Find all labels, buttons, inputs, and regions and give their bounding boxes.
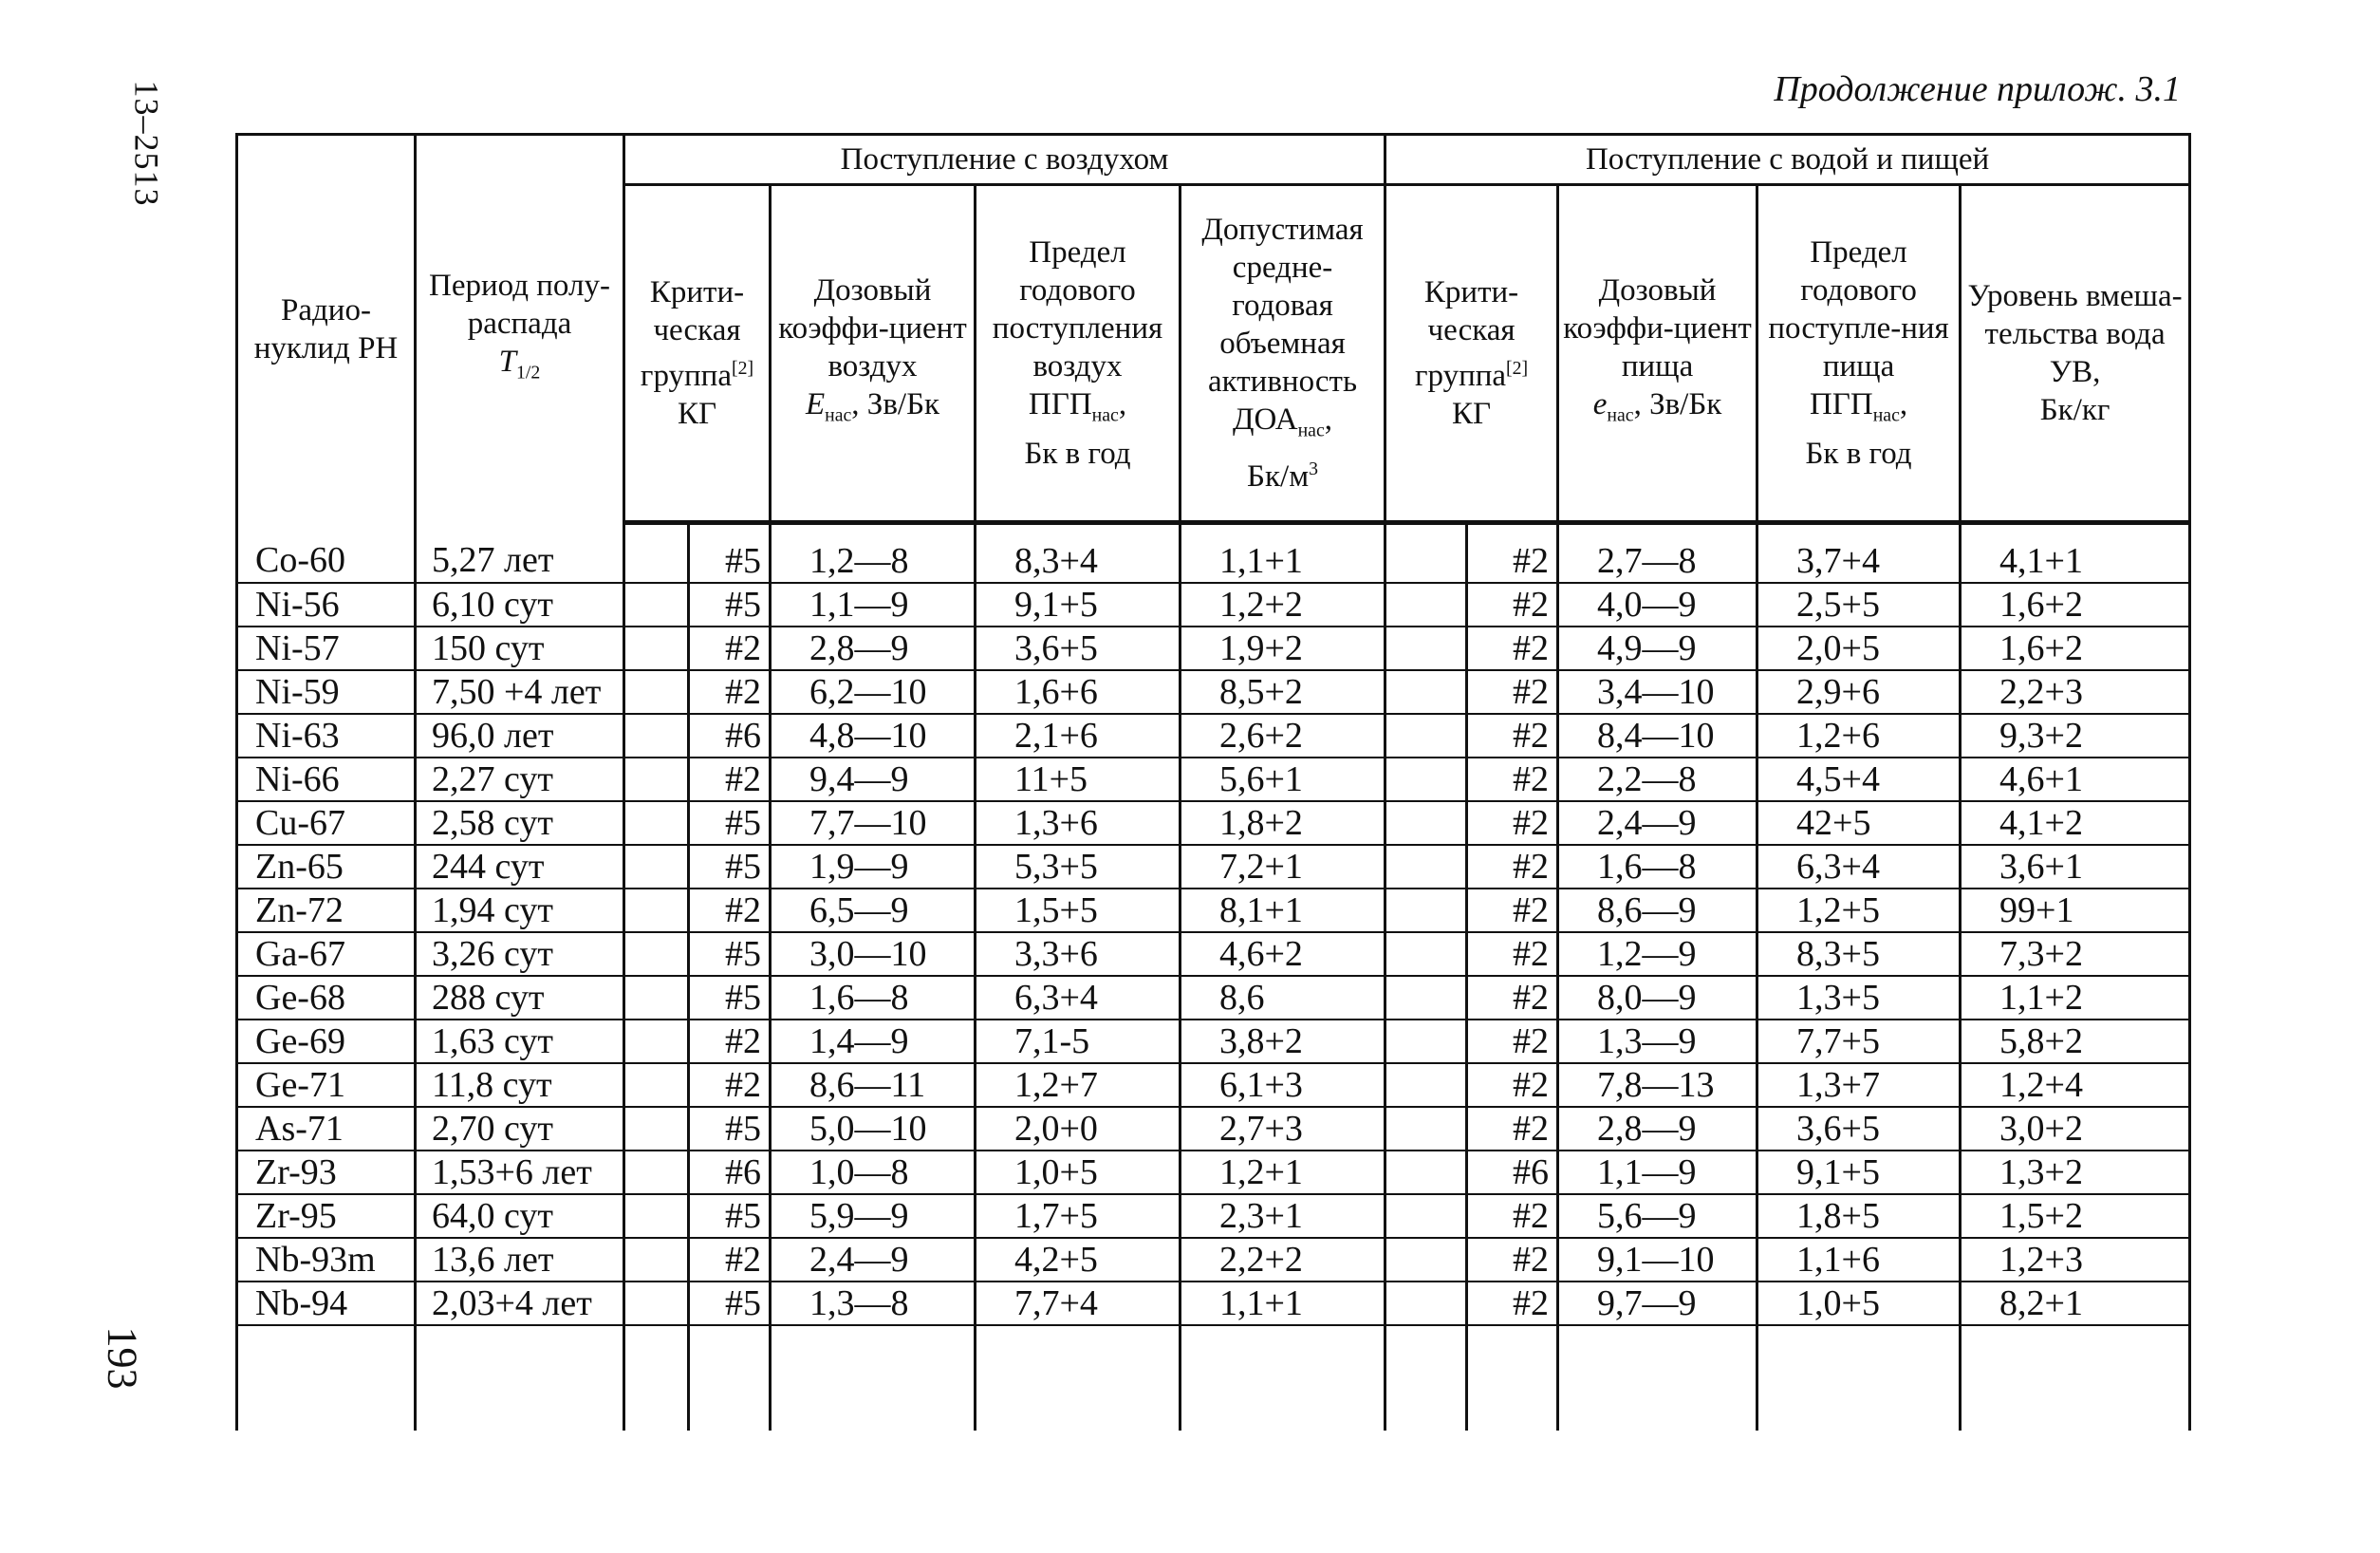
cell-pgp-air: 7,7+4 [976,1282,1181,1325]
cell-kg-food: #2 [1467,758,1558,801]
cell-spacer [1385,1325,1467,1431]
cell-pgp-air: 1,6+6 [976,670,1181,714]
table-row [237,801,2190,845]
table-row [237,1194,2190,1238]
table-row [237,976,2190,1020]
table-row [237,583,2190,627]
cell-dose-air: 3,0—10 [771,932,976,976]
cell-dose-air: 1,4—9 [771,1020,976,1063]
cell-spacer [624,1325,689,1431]
cell-uv: 8,2+1 [1961,1282,2190,1325]
cell-spacer [771,1325,976,1431]
cell-dose-air: 6,5—9 [771,889,976,932]
cell-spacer [624,627,689,670]
cell-spacer [624,1282,689,1325]
cell-kg-air: #2 [689,889,771,932]
cell-dose-food: 3,4—10 [1558,670,1757,714]
cell-doa: 2,6+2 [1181,714,1385,758]
cell-dose-food: 2,2—8 [1558,758,1757,801]
cell-spacer [1385,758,1467,801]
cell-dose-air: 1,3—8 [771,1282,976,1325]
cell-spacer [1385,583,1467,627]
cell-kg-food: #2 [1467,1020,1558,1063]
cell-dose-food: 2,7—8 [1558,523,1757,584]
cell-spacer [689,1325,771,1431]
cell-spacer [1385,670,1467,714]
cell-pgp-air: 7,1-5 [976,1020,1181,1063]
cell-period: 11,8 сут [416,1063,624,1107]
cell-dose-air: 1,9—9 [771,845,976,889]
cell-dose-food: 9,7—9 [1558,1282,1757,1325]
cell-period: 288 сут [416,976,624,1020]
cell-spacer [624,1107,689,1151]
cell-nuclide: Ge-68 [237,976,416,1020]
cell-pgp-food: 2,5+5 [1757,583,1961,627]
cell-kg-air: #6 [689,714,771,758]
cell-kg-food: #2 [1467,1238,1558,1282]
cell-dose-food: 1,6—8 [1558,845,1757,889]
cell-kg-air: #5 [689,1107,771,1151]
cell-pgp-air: 4,2+5 [976,1238,1181,1282]
cell-kg-air: #5 [689,523,771,584]
cell-kg-air: #5 [689,1194,771,1238]
cell-period: 13,6 лет [416,1238,624,1282]
cell-pgp-air: 2,1+6 [976,714,1181,758]
cell-dose-air: 5,9—9 [771,1194,976,1238]
cell-kg-food: #2 [1467,1282,1558,1325]
cell-kg-food: #2 [1467,976,1558,1020]
cell-kg-air: #5 [689,976,771,1020]
cell-kg-food: #2 [1467,1194,1558,1238]
table-row [237,845,2190,889]
cell-kg-food: #2 [1467,627,1558,670]
cell-kg-air: #2 [689,758,771,801]
header-dose-food: Дозовый коэффи-циент пища $e_{нас}$, Зв/Бк [1558,185,1757,523]
cell-dose-food: 8,4—10 [1558,714,1757,758]
cell-kg-air: #5 [689,1282,771,1325]
cell-nuclide: Co-60 [237,523,416,584]
cell-spacer [1385,801,1467,845]
cell-spacer [624,1063,689,1107]
cell-uv: 5,8+2 [1961,1020,2190,1063]
cell-doa: 8,5+2 [1181,670,1385,714]
cell-kg-food: #2 [1467,714,1558,758]
header-kg-food: Крити-ческая группа[2] КГ [1385,185,1558,523]
cell-spacer [624,801,689,845]
cell-period: 1,53+6 лет [416,1151,624,1194]
table-row [237,1020,2190,1063]
cell-nuclide: Zr-95 [237,1194,416,1238]
cell-spacer [624,670,689,714]
cell-period: 3,26 сут [416,932,624,976]
cell-dose-food: 7,8—13 [1558,1063,1757,1107]
cell-uv: 1,1+2 [1961,976,2190,1020]
cell-dose-food: 4,9—9 [1558,627,1757,670]
cell-spacer [976,1325,1181,1431]
cell-spacer [624,1238,689,1282]
cell-doa: 7,2+1 [1181,845,1385,889]
cell-spacer [1385,1107,1467,1151]
cell-pgp-food: 1,1+6 [1757,1238,1961,1282]
cell-spacer [1385,1282,1467,1325]
header-doa: Допустимая средне-годовая объемная активность $ДОА_{нас}$, $Бк/м^3$ [1181,185,1385,523]
cell-nuclide: Ni-63 [237,714,416,758]
cell-nuclide: Cu-67 [237,801,416,845]
cell-uv: 3,6+1 [1961,845,2190,889]
cell-nuclide: Ni-57 [237,627,416,670]
cell-spacer [1385,1020,1467,1063]
cell-dose-air: 4,8—10 [771,714,976,758]
cell-pgp-food: 42+5 [1757,801,1961,845]
header-kg-air: Крити-ческая группа[2] КГ [624,185,771,523]
cell-kg-air: #2 [689,627,771,670]
cell-kg-air: #2 [689,1238,771,1282]
cell-uv: 99+1 [1961,889,2190,932]
cell-period: 2,27 сут [416,758,624,801]
cell-dose-air: 9,4—9 [771,758,976,801]
cell-pgp-food: 7,7+5 [1757,1020,1961,1063]
cell-kg-air: #6 [689,1151,771,1194]
cell-uv: 1,6+2 [1961,627,2190,670]
cell-pgp-air: 6,3+4 [976,976,1181,1020]
cell-doa: 5,6+1 [1181,758,1385,801]
table-row [237,1107,2190,1151]
cell-doa: 1,9+2 [1181,627,1385,670]
cell-pgp-air: 1,7+5 [976,1194,1181,1238]
cell-dose-food: 2,8—9 [1558,1107,1757,1151]
cell-doa: 4,6+2 [1181,932,1385,976]
table-row [237,627,2190,670]
cell-uv: 4,1+1 [1961,523,2190,584]
cell-dose-food: 8,0—9 [1558,976,1757,1020]
cell-spacer [624,583,689,627]
cell-doa: 1,2+1 [1181,1151,1385,1194]
cell-doa: 2,7+3 [1181,1107,1385,1151]
cell-spacer [624,889,689,932]
cell-doa: 8,6 [1181,976,1385,1020]
cell-kg-air: #5 [689,583,771,627]
cell-kg-food: #2 [1467,523,1558,584]
cell-spacer [1757,1325,1961,1431]
cell-period: 6,10 сут [416,583,624,627]
cell-doa: 2,3+1 [1181,1194,1385,1238]
cell-pgp-food: 1,8+5 [1757,1194,1961,1238]
header-uv: Уровень вмеша-тельства вода УВ, Бк/кг [1961,185,2190,523]
cell-spacer [624,523,689,584]
cell-uv: 1,3+2 [1961,1151,2190,1194]
cell-pgp-food: 1,2+5 [1757,889,1961,932]
cell-nuclide: Zr-93 [237,1151,416,1194]
cell-pgp-food: 3,7+4 [1757,523,1961,584]
cell-kg-food: #6 [1467,1151,1558,1194]
table-row [237,1151,2190,1194]
cell-period: 2,03+4 лет [416,1282,624,1325]
cell-kg-food: #2 [1467,1107,1558,1151]
table-row [237,889,2190,932]
table-row [237,670,2190,714]
cell-period: 150 сут [416,627,624,670]
cell-doa: 1,8+2 [1181,801,1385,845]
cell-spacer [624,1151,689,1194]
cell-dose-air: 5,0—10 [771,1107,976,1151]
cell-pgp-food: 9,1+5 [1757,1151,1961,1194]
table-row [237,1282,2190,1325]
cell-pgp-air: 5,3+5 [976,845,1181,889]
cell-pgp-air: 3,3+6 [976,932,1181,976]
cell-spacer [1385,1151,1467,1194]
cell-nuclide: Ni-59 [237,670,416,714]
table-row [237,1238,2190,1282]
radionuclide-table [235,133,2191,1431]
cell-spacer [624,976,689,1020]
cell-doa: 2,2+2 [1181,1238,1385,1282]
cell-uv: 1,5+2 [1961,1194,2190,1238]
cell-dose-air: 6,2—10 [771,670,976,714]
cell-spacer [1385,889,1467,932]
cell-pgp-air: 11+5 [976,758,1181,801]
page-number: 193 [99,1326,146,1390]
cell-spacer [624,1020,689,1063]
header-period: Период полу-распада $T_{1/2}$ [416,135,624,523]
cell-pgp-air: 1,0+5 [976,1151,1181,1194]
cell-spacer [1385,714,1467,758]
cell-pgp-food: 8,3+5 [1757,932,1961,976]
cell-kg-food: #2 [1467,1063,1558,1107]
cell-dose-food: 1,2—9 [1558,932,1757,976]
cell-kg-air: #5 [689,932,771,976]
cell-kg-air: #2 [689,1020,771,1063]
cell-doa: 1,2+2 [1181,583,1385,627]
cell-nuclide: As-71 [237,1107,416,1151]
cell-kg-air: #5 [689,845,771,889]
cell-pgp-food: 2,9+6 [1757,670,1961,714]
cell-dose-air: 7,7—10 [771,801,976,845]
header-dose-air: Дозовый коэффи-циент воздух $E_{нас}$, Зв/Бк [771,185,976,523]
cell-pgp-air: 1,3+6 [976,801,1181,845]
header-pgp-food: Предел годового поступле-ния пища $ПГП_{нас}$, Бк в год [1757,185,1961,523]
cell-kg-food: #2 [1467,801,1558,845]
cell-dose-air: 1,2—8 [771,523,976,584]
cell-kg-air: #2 [689,1063,771,1107]
cell-uv: 1,2+4 [1961,1063,2190,1107]
cell-spacer [1385,1063,1467,1107]
cell-uv: 1,6+2 [1961,583,2190,627]
cell-uv: 4,1+2 [1961,801,2190,845]
cell-pgp-food: 2,0+5 [1757,627,1961,670]
cell-spacer [624,758,689,801]
cell-dose-food: 9,1—10 [1558,1238,1757,1282]
cell-spacer [1385,1194,1467,1238]
cell-uv: 1,2+3 [1961,1238,2190,1282]
cell-dose-food: 1,1—9 [1558,1151,1757,1194]
cell-kg-food: #2 [1467,889,1558,932]
cell-nuclide: Ge-69 [237,1020,416,1063]
cell-nuclide: Ni-56 [237,583,416,627]
cell-kg-food: #2 [1467,932,1558,976]
header-air-group: Поступление с воздухом [624,135,1385,185]
table-row [237,758,2190,801]
cell-period: 1,94 сут [416,889,624,932]
cell-doa: 1,1+1 [1181,523,1385,584]
cell-nuclide: Zn-65 [237,845,416,889]
header-pgp-air: Предел годового поступления воздух $ПГП_{нас}$, Бк в год [976,185,1181,523]
header-nuclide: Радио-нуклид РН [237,135,416,523]
cell-kg-food: #2 [1467,845,1558,889]
table-row [237,1063,2190,1107]
cell-dose-food: 4,0—9 [1558,583,1757,627]
cell-pgp-food: 6,3+4 [1757,845,1961,889]
cell-dose-food: 5,6—9 [1558,1194,1757,1238]
cell-dose-food: 2,4—9 [1558,801,1757,845]
cell-spacer [1385,845,1467,889]
cell-pgp-air: 3,6+5 [976,627,1181,670]
cell-dose-air: 2,8—9 [771,627,976,670]
cell-uv: 3,0+2 [1961,1107,2190,1151]
cell-pgp-food: 1,3+5 [1757,976,1961,1020]
cell-spacer [1558,1325,1757,1431]
cell-dose-air: 2,4—9 [771,1238,976,1282]
cell-doa: 6,1+3 [1181,1063,1385,1107]
cell-period: 244 сут [416,845,624,889]
cell-kg-food: #2 [1467,670,1558,714]
continuation-note: Продолжение прилож. 3.1 [1774,69,2181,109]
cell-doa: 1,1+1 [1181,1282,1385,1325]
cell-period: 64,0 сут [416,1194,624,1238]
cell-pgp-air: 2,0+0 [976,1107,1181,1151]
cell-spacer [624,845,689,889]
table-row [237,523,2190,584]
cell-pgp-food: 4,5+4 [1757,758,1961,801]
cell-nuclide: Ni-66 [237,758,416,801]
cell-spacer [624,1194,689,1238]
cell-pgp-food: 1,2+6 [1757,714,1961,758]
cell-doa: 8,1+1 [1181,889,1385,932]
cell-spacer [1385,932,1467,976]
cell-nuclide: Ga-67 [237,932,416,976]
cell-spacer [624,714,689,758]
cell-pgp-food: 1,3+7 [1757,1063,1961,1107]
cell-period: 1,63 сут [416,1020,624,1063]
table-row [237,932,2190,976]
cell-dose-air: 1,6—8 [771,976,976,1020]
table-body [237,523,2190,1431]
table-row [237,714,2190,758]
cell-spacer [1385,523,1467,584]
cell-pgp-air: 1,2+7 [976,1063,1181,1107]
cell-spacer [416,1325,624,1431]
table-filler-row [237,1325,2190,1431]
cell-pgp-air: 1,5+5 [976,889,1181,932]
cell-dose-food: 1,3—9 [1558,1020,1757,1063]
cell-kg-air: #5 [689,801,771,845]
cell-spacer [1961,1325,2190,1431]
cell-nuclide: Nb-94 [237,1282,416,1325]
cell-pgp-food: 3,6+5 [1757,1107,1961,1151]
cell-pgp-air: 9,1+5 [976,583,1181,627]
cell-doa: 3,8+2 [1181,1020,1385,1063]
cell-pgp-air: 8,3+4 [976,523,1181,584]
cell-spacer [1385,1238,1467,1282]
cell-dose-food: 8,6—9 [1558,889,1757,932]
cell-kg-food: #2 [1467,583,1558,627]
cell-spacer [1385,976,1467,1020]
cell-spacer [1385,627,1467,670]
cell-pgp-food: 1,0+5 [1757,1282,1961,1325]
cell-uv: 9,3+2 [1961,714,2190,758]
cell-nuclide: Ge-71 [237,1063,416,1107]
cell-spacer [1181,1325,1385,1431]
cell-spacer [1467,1325,1558,1431]
cell-uv: 2,2+3 [1961,670,2190,714]
cell-nuclide: Nb-93m [237,1238,416,1282]
document-code: 13–2513 [127,80,166,207]
cell-spacer [624,932,689,976]
cell-nuclide: Zn-72 [237,889,416,932]
cell-kg-air: #2 [689,670,771,714]
cell-dose-air: 1,0—8 [771,1151,976,1194]
cell-uv: 4,6+1 [1961,758,2190,801]
cell-period: 2,70 сут [416,1107,624,1151]
header-food-group: Поступление с водой и пищей [1385,135,2190,185]
cell-dose-air: 8,6—11 [771,1063,976,1107]
cell-dose-air: 1,1—9 [771,583,976,627]
cell-period: 5,27 лет [416,523,624,584]
cell-period: 7,50 +4 лет [416,670,624,714]
cell-period: 96,0 лет [416,714,624,758]
cell-period: 2,58 сут [416,801,624,845]
cell-uv: 7,3+2 [1961,932,2190,976]
cell-spacer [237,1325,416,1431]
